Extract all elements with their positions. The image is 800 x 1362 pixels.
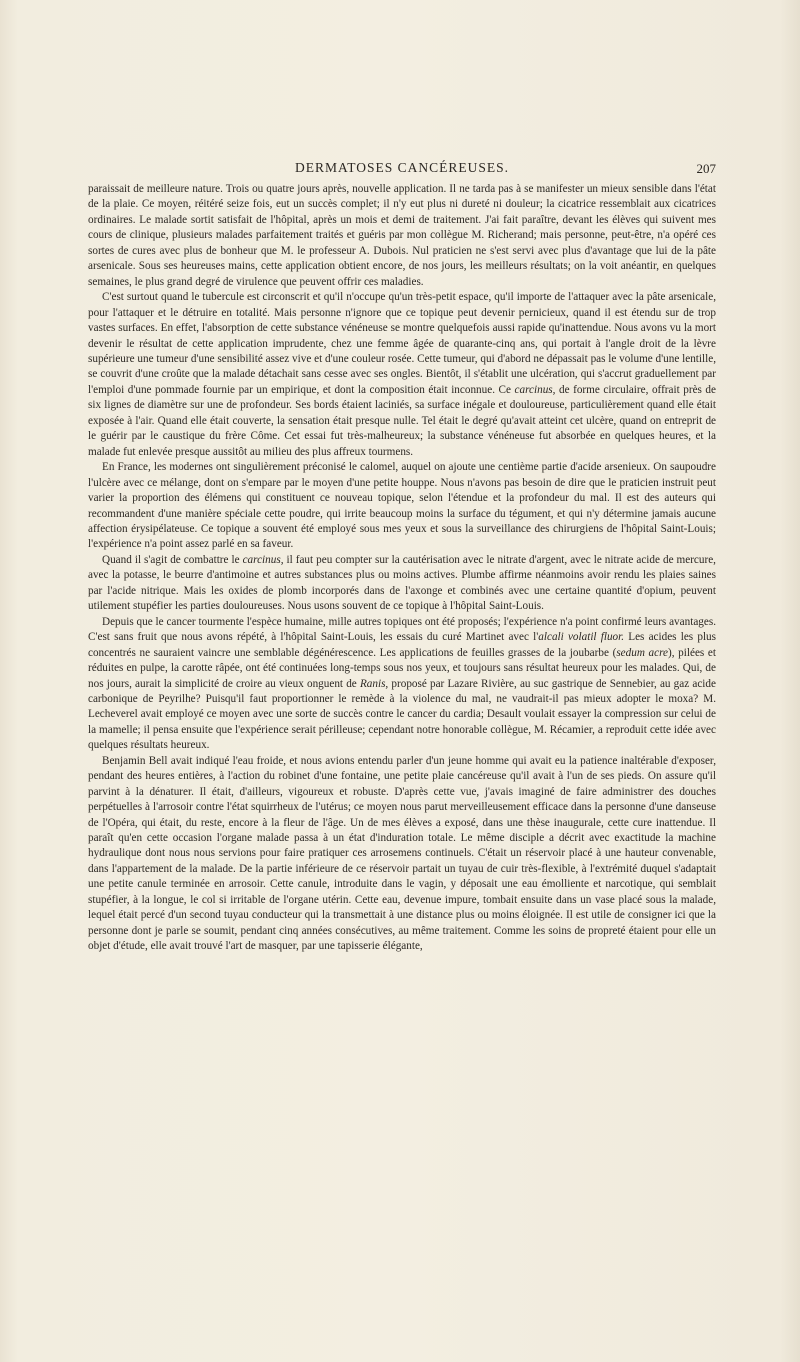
- italic-term: Ranis,: [359, 677, 389, 690]
- text-run: il faut peu compter sur la cautérisation avec le nitrate d'argent, avec le nitrate acide de mercure, avec la potasse, le beurre d'antimoine et autres substances plus ou moins actives. Plumbe affirme néanmoins avoir rendu les plaies saines par l'acide nitrique. Mais les oxides de plomb incorporés dans de l'axonge et combinés avec une certaine quantité d'opium, peuvent utilement stupéfier les parties douloureuses. Nous usons souvent de ce topique à l'hôpital Saint-Louis.: [88, 553, 716, 613]
- text-run: Benjamin Bell avait indiqué l'eau froide, et nous avions entendu parler d'un jeune homme qui avait eu la patience inaltérable d'exposer, pendant des heures entières, à l'action du robinet d'une fontaine, une petite plaie cancéreuse qu'il avait à l'un de ses pieds. On assure qu'il parvint à la dénaturer. Il était, d'ailleurs, vigoureux et robuste. D'après cette vue, j'avais imaginé de faire administrer des douches perpétuelles à l'arrosoir contre l'état squirrheux de l'utérus; ce moyen nous parut merveilleusement efficace dans la personne d'une danseuse de l'Opéra, qui était, du reste, encore à la fleur de l'âge. Un de mes élèves a exposé, dans une thèse inaugurale, cette cure inattendue. Il paraît qu'en cette occasion l'organe malade passa à un état d'induration totale. Le même disciple a décrit avec exactitude la machine hydraulique dont nous nous servions pour faire pratiquer ces arrosemens continuels. C'était un réservoir placé à une hauteur convenable, dans l'appartement de la malade. De la partie inférieure de ce réservoir partait un tuyau de cuir très-flexible, à l'extrémité duquel s'adaptait une petite canule terminée en arrosoir. Cette canule, introduite dans le vagin, y déposait une eau émolliente et narcotique, qui semblait stupéfier, à la longue, le col si irritable de l'organe utérin. Cette eau, devenue impure, tombait ensuite dans un vase placé sous la malade, lequel était percé d'un second tuyau conducteur qui la transmettait à une distance plus ou moins éloignée. Il est utile de consigner ici que la personne dont je parle se soumit, pendant cinq années consécutives, au même traitement. Comme les soins de propreté étaient pour elle un objet d'étude, elle avait trouvé l'art de masquer, par une tapisserie élégante,: [88, 754, 716, 953]
- italic-term: carcinus,: [242, 553, 284, 566]
- text-run: En France, les modernes ont singulièrement préconisé le calomel, auquel on ajoute une centième partie d'acide arsenieux. On saupoudre l'ulcère avec ce mélange, dont on s'empare par le moyen d'une petite houppe. Nous n'avons pas besoin de dire que le praticien instruit peut varier la proportion des élémens qui constituent ce nouveau topique, selon l'étendue et la profondeur du mal. Il est des auteurs qui recommandent d'une manière spéciale cette poudre, qui irrite beaucoup moins la surface du tégument, et qui n'y détermine jamais aucune affection érysipélateuse. Ce topique a souvent été employé sous mes yeux et sous la surveillance des chirurgiens de l'hôpital Saint-Louis; l'expérience n'a point assez parlé en sa faveur.: [88, 461, 716, 551]
- body-text: [88, 182, 716, 955]
- paragraph: [88, 553, 716, 615]
- paragraph: [88, 460, 716, 553]
- paragraph: [88, 615, 716, 754]
- text-run: Les acides les plus concentrés ne sauraient vaincre une semblable dégénérescence. Les applications de feuilles grasses de la joubarbe (: [88, 631, 716, 659]
- italic-term: alcali volatil fluor.: [538, 631, 625, 644]
- paragraph: [88, 290, 716, 460]
- page-number: 207: [696, 161, 716, 176]
- text-run: paraissait de meilleure nature. Trois ou quatre jours après, nouvelle application. Il ne tarda pas à se manifester un mieux sensible dans l'état de la plaie. Ce moyen, réitéré seize fois, eut un succès complet; il n'y eut plus ni dureté ni douleur; la cicatrice ressemblait aux cicatrices ordinaires. Le malade sortit satisfait de l'hôpital, après un mois et demi de traitement. J'ai fait paraître, devant les élèves qui suivent mes cours de clinique, plusieurs malades parfaitement traités et guéris par mon collègue M. Richerand; mais personne, peut-être, n'a opéré ces sortes de cures avec plus de bonheur que M. le professeur A. Dubois. Nul praticien ne s'est servi avec plus d'avantage que lui de la pâte arsenicale. Sous ses heureuses mains, cette application obtient encore, de nos jours, les meilleurs résultats; on la voit anéantir, en quelques semaines, le plus grand degré de virulence que peuvent offrir ces maladies.: [88, 183, 716, 288]
- text-run: ), pilées et réduites en pulpe, la carotte râpée, ont été continuées long-temps sous nos yeux, et toujours sans résultat heureux pour les malades. Qui, de nos jours, aurait la simplicité de croire au vieux onguent de: [88, 646, 716, 690]
- text-run: C'est surtout quand le tubercule est circonscrit et qu'il n'occupe qu'un très-petit espace, qu'il importe de l'attaquer avec la pâte arsenicale, pour l'attaquer et le détruire en totalité. Mais personne n'ignore que ce topique peut devenir pernicieux, quand il est étendu sur de trop vastes surfaces. En effet, l'absorption de cette substance vénéneuse se montre quelquefois aussi rapide qu'inattendue. Nous avons vu la mort devenir le résultat de cette application imprudente, chez une femme âgée de quarante-cinq ans, qui portait à l'angle droit de la lèvre supérieure une tumeur d'une sensibilité assez vive et d'une couleur rosée. Cette tumeur, qui d'abord ne dépassait pas le volume d'une lentille, se couvrit d'une croûte que la malade détachait sans cesse avec ses ongles. Bientôt, il s'établit une ulcération, qui s'accrut graduellement par l'emploi d'une pommade fournie par un empirique, et dont la composition était inconnue. Ce: [88, 291, 716, 396]
- text-run: de forme circulaire, offrait près de six lignes de diamètre sur une de profondeur. Ses bords étaient laciniés, sa surface inégale et douloureuse, particulièrement quand elle était exposée à l'air. Quand elle était couverte, la sensation était presque nulle. Tel était le degré qu'avait atteint cet ulcère, quand on entreprit de le guérir par le caustique du frère Côme. Cet essai fut très-malheureux; la substance vénéneuse fut absorbée en quelques heures, et la malade fut enlevée presque aussitôt au milieu des plus affreux tourmens.: [88, 383, 716, 458]
- italic-term: carcinus,: [514, 383, 556, 396]
- page-header: [88, 160, 716, 182]
- running-title: DERMATOSES CANCÉREUSES.: [294, 160, 510, 175]
- text-run: Depuis que le cancer tourmente l'espèce humaine, mille autres topiques ont été proposés; l'expérience n'a point confirmé leurs avantages. C'est sans fruit que nous avons répété, à l'hôpital Saint-Louis, les essais du curé Martinet avec l': [88, 615, 716, 644]
- paragraph: [88, 754, 716, 955]
- italic-term: sedum acre: [616, 646, 669, 659]
- text-run: Quand il s'agit de combattre le: [102, 553, 243, 566]
- text-run: proposé par Lazare Rivière, au suc gastrique de Sennebier, au gaz acide carbonique de Peyrilhe? Puisqu'il faut proportionner le remède à la violence du mal, ne vaudrait-il pas mieux adopter le moxa? M. Lecheverel avait employé ce moyen avec une sorte de succès contre le cancer du cardia; Desault voulait essayer la compression sur celui de la mamelle; il pensa ensuite que l'expérience serait périlleuse; cependant notre honorable collègue, M. Récamier, a reproduit cette idée avec quelques résultats heureux.: [88, 677, 716, 752]
- paragraph: [88, 182, 716, 290]
